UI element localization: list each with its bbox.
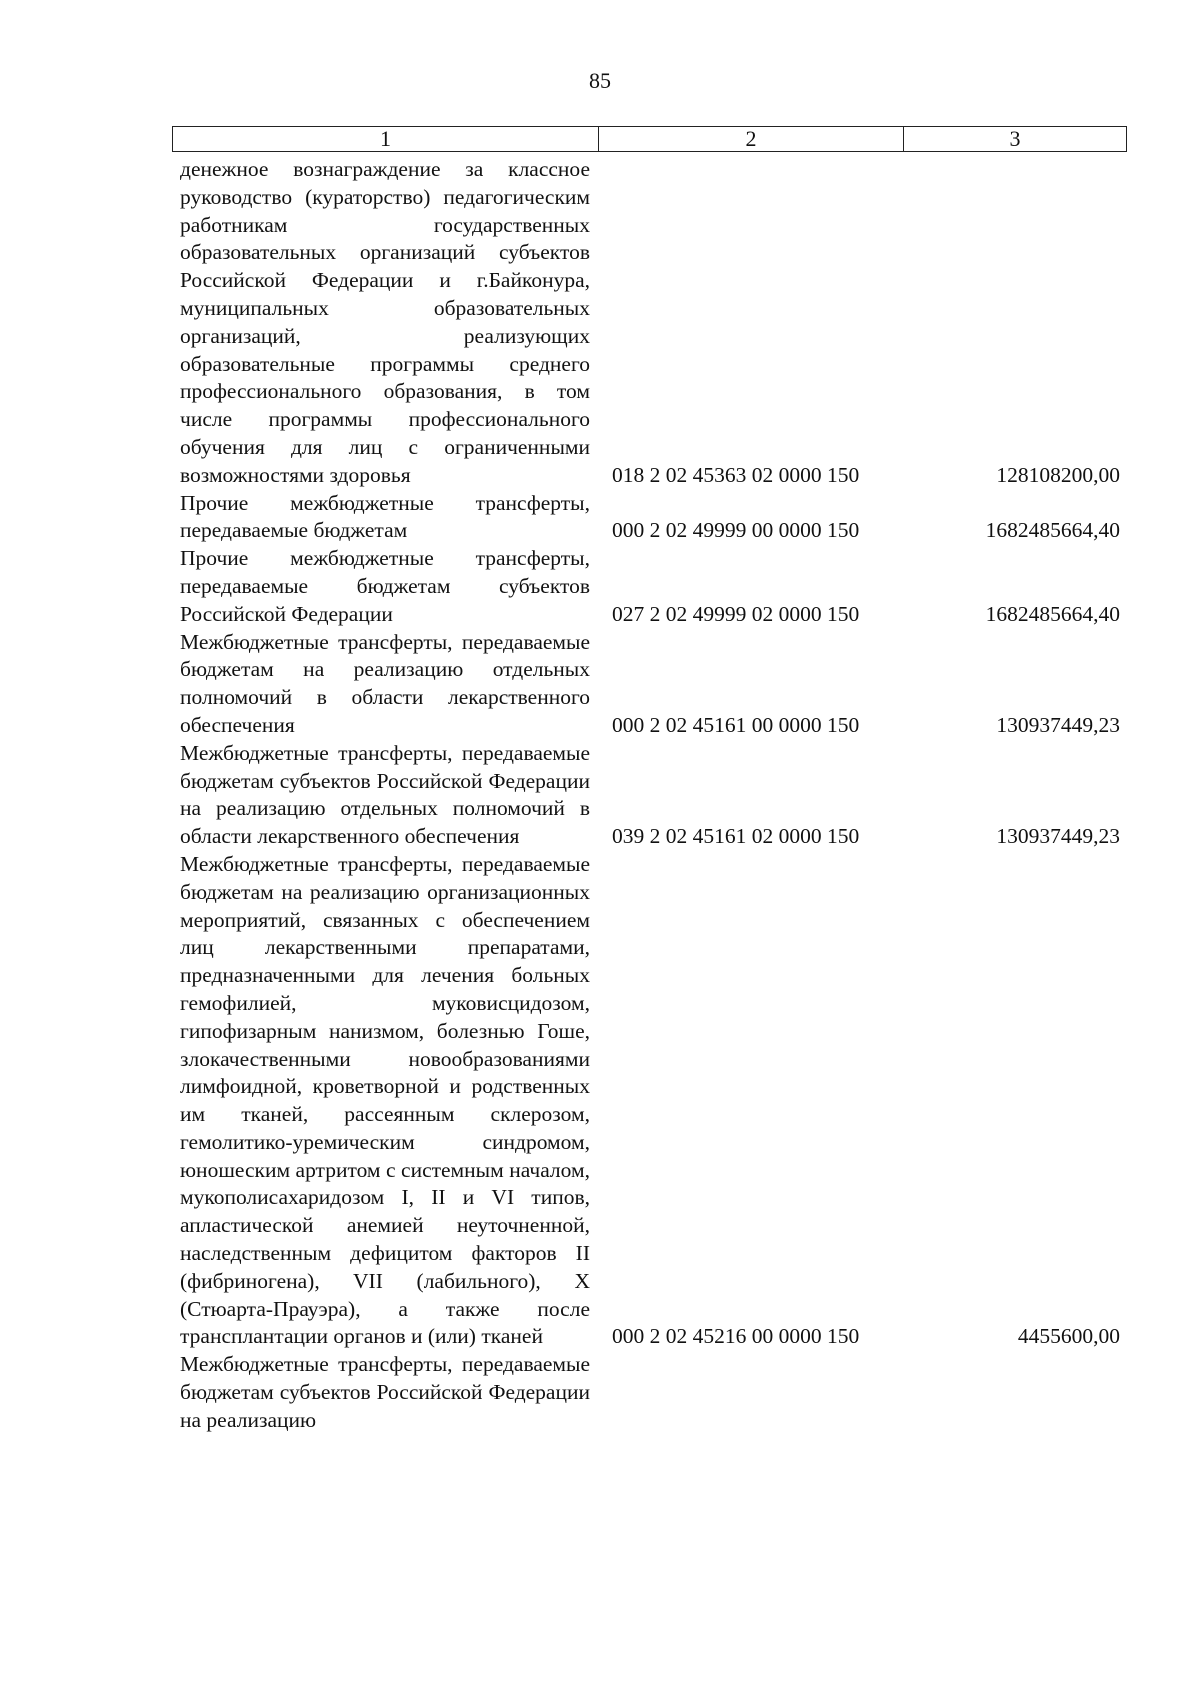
row-description: Межбюджетные трансферты, передаваемые бюджетам на реализацию организационных мероприятий, связанных с обеспечением лиц лекарственными препаратами, предназначенными для лечения больных гемофилией, муковисцидозом, гипофизарным нанизмом, болезнью Гоше, злокачественными новообразованиями лимфоидной, кроветворной и родственных им тканей, рассеянным склерозом, гемолитико-уремическим синдромом, юношеским артритом с системным началом, мукополисахаридозом I, II и VI типов, апластической анемией неуточненной, наследственным дефицитом факторов II (фибриногена), VII (лабильного), X (Стюарта-Прауэра), а также после трансплантации органов и (или) тканей [180,851,590,1349]
row-amount: 4455600,00 [1017,1324,1120,1349]
table-row [180,851,1120,1351]
row-description: Прочие межбюджетные трансферты, передаваемые бюджетам субъектов Российской Федерации [180,546,590,626]
table-row [180,740,1120,851]
page-number: 85 [589,68,611,93]
row-code: 000 2 02 45216 00 0000 150 [612,1324,860,1349]
column-header-2: 2 [599,127,904,151]
row-description: Межбюджетные трансферты, передаваемые бюджетам субъектов Российской Федерации на реализацию отдельных полномочий в области лекарственного обеспечения [180,740,590,849]
row-amount: 1682485664,40 [985,601,1120,626]
row-description: денежное вознаграждение за классное руководство (кураторство) педагогическим работникам государственных образовательных организаций субъектов Российской Федерации и г.Байконура, муниципальных образовательных организаций, реализующих образовательные программы среднего профессионального образования, в том числе программы профессионального обучения для лиц с ограниченными возможностями здоровья [180,157,590,487]
table-row [180,490,1120,546]
row-code: 027 2 02 49999 02 0000 150 [612,601,860,626]
table-row [180,545,1120,628]
row-amount: 130937449,23 [996,824,1120,849]
table-header [172,126,1127,152]
row-amount: 130937449,23 [996,712,1120,737]
column-header-1: 1 [173,127,599,151]
row-amount: 128108200,00 [996,462,1120,487]
table-row [180,1351,1120,1434]
row-code: 039 2 02 45161 02 0000 150 [612,824,860,849]
row-code: 018 2 02 45363 02 0000 150 [612,462,860,487]
row-code: 000 2 02 49999 00 0000 150 [612,518,860,543]
table-row [180,156,1120,490]
column-header-3: 3 [1009,126,1021,151]
row-amount: 1682485664,40 [985,518,1120,543]
table-body [180,156,1120,1435]
row-description: Межбюджетные трансферты, передаваемые бюджетам на реализацию отдельных полномочий в области лекарственного обеспечения [180,629,590,737]
table-row [180,629,1120,740]
row-code: 000 2 02 45161 00 0000 150 [612,712,860,737]
row-description: Прочие межбюджетные трансферты, передаваемые бюджетам [180,490,590,543]
row-description: Межбюджетные трансферты, передаваемые бюджетам субъектов Российской Федерации на реализацию [180,1352,590,1432]
